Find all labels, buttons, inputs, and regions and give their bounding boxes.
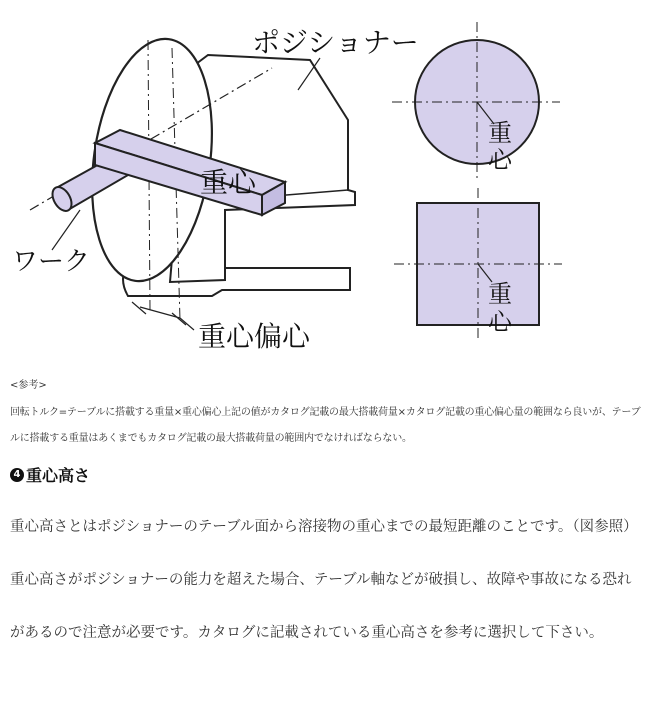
label-cg-square-2: 心 — [488, 308, 512, 336]
section-title: 重心高さ — [26, 466, 91, 485]
reference-note: 回転トルク=テーブルに搭載する重量×重心偏心上記の値がカタログ記載の最大搭載荷量×カタログ記載の重心偏心量の範囲なら良いが、テーブルに搭載する重量はあくまでもカタログ記載の最大搭載荷量の範囲内でなければならない。 — [10, 407, 641, 444]
label-positioner: ポジショナー — [252, 26, 419, 59]
label-center-of-gravity: 重心 — [200, 166, 257, 199]
label-eccentricity: 重心偏心 — [198, 320, 311, 353]
label-cg-circle-1: 重 — [488, 119, 512, 147]
label-cg-square-1: 重 — [488, 280, 512, 308]
label-work: ワーク — [12, 247, 91, 277]
reference-title: <参考> — [10, 380, 47, 391]
section-paragraph: 重心高さとはポジショナーのテーブル面から溶接物の重心までの最短距離のことです。（図参照） 重心高さがポジショナーの能力を超えた場合、テーブル軸などが破損し、故障や事故になる恐れがあるので注意が必要です。カタログに記載されている重心高さを参考に選択して下さい。 — [10, 519, 638, 641]
label-cg-circle-2: 心 — [488, 146, 512, 174]
section-number-badge: 4 — [10, 468, 24, 482]
section-heading — [10, 463, 90, 486]
